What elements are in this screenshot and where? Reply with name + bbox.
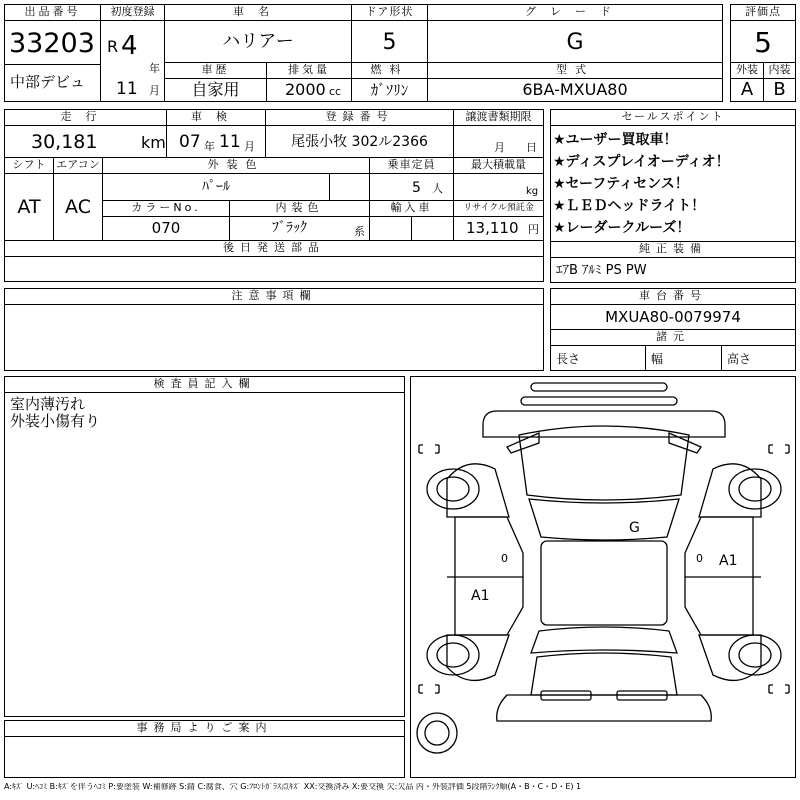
height-box xyxy=(721,345,796,371)
height-label: 高さ xyxy=(727,352,752,366)
exterior-grade: A xyxy=(740,79,754,100)
plate: 尾張小牧 302ル2366 xyxy=(291,134,428,150)
car-name: ハリアー xyxy=(222,31,294,52)
sales-point-5: ★レーダークルーズ！ xyxy=(553,220,691,236)
aircon-label: エアコン xyxy=(53,157,103,174)
fuel-box xyxy=(351,78,428,102)
car-outline-drawing xyxy=(411,377,796,778)
office-box xyxy=(4,736,405,778)
doors: 5 xyxy=(382,30,397,55)
recycle-unit: 円 xyxy=(528,223,539,236)
insp-month: 11 xyxy=(219,132,241,152)
color-no-box xyxy=(102,216,230,241)
chassis-label: 車台番号 xyxy=(550,288,796,305)
notes-box xyxy=(4,304,544,371)
shift-label: シフト xyxy=(4,157,54,174)
sales-points-box xyxy=(550,125,796,242)
model-box xyxy=(427,78,723,102)
month: 11 xyxy=(116,79,138,99)
displacement-unit: cc xyxy=(329,85,342,98)
inspector-line-1: 室内薄汚れ xyxy=(10,395,86,413)
inspector-box xyxy=(4,392,405,717)
car-name-box xyxy=(164,20,352,63)
color-no-label: カラーNo. xyxy=(102,200,230,217)
recycle-label: リサイクル預託金 xyxy=(453,200,544,217)
displacement: 2000 xyxy=(285,80,326,99)
damage-mark-a1-left: A1 xyxy=(471,588,490,604)
width-box xyxy=(645,345,722,371)
lot-no-box xyxy=(4,20,101,65)
color: ﾊﾟｰﾙ xyxy=(202,179,230,195)
first-reg-label: 初度登録 xyxy=(100,4,165,21)
transfer-day-unit: 日 xyxy=(526,141,537,154)
grade: G xyxy=(566,30,584,55)
later-parts-box xyxy=(4,256,544,282)
recycle: 13,110 xyxy=(466,219,519,237)
fuel-label: 燃料 xyxy=(351,62,428,79)
color-label: 外装色 xyxy=(102,157,370,174)
door-box xyxy=(351,20,428,63)
later-parts-label: 後日発送部品 xyxy=(4,240,544,257)
damage-mark-a1-right: A1 xyxy=(719,553,738,569)
load-label: 最大積載量 xyxy=(453,157,544,174)
shift-box xyxy=(4,173,54,241)
grade-box xyxy=(427,20,723,63)
lot-no-label: 出品番号 xyxy=(4,4,101,21)
interior-color-label: 内装色 xyxy=(229,200,370,217)
color-box xyxy=(102,173,330,201)
insp-month-unit: 月 xyxy=(244,140,255,153)
capacity-unit: 人 xyxy=(432,182,443,195)
sales-point-2: ★ディスプレイオーディオ！ xyxy=(553,154,730,170)
equipment-label: 純正装備 xyxy=(550,241,796,258)
import-box-1 xyxy=(369,216,412,241)
chassis-number: MXUA80-0079974 xyxy=(605,308,741,326)
venue-box xyxy=(4,64,101,102)
interior-grade-box xyxy=(763,78,796,102)
equipment: ｴｱB ｱﾙﾐ PS PW xyxy=(556,263,647,278)
mileage: 30,181 xyxy=(31,131,98,153)
length-box xyxy=(550,345,646,371)
load-box xyxy=(453,173,544,201)
capacity-label: 乗車定員 xyxy=(369,157,454,174)
score-box xyxy=(730,20,796,63)
sales-points-label: セールスポイント xyxy=(550,109,796,126)
era: R xyxy=(107,37,119,56)
history-label: 車歴 xyxy=(164,62,267,79)
displacement-label: 排気量 xyxy=(266,62,352,79)
mileage-box xyxy=(4,125,167,158)
grade-label: グレード xyxy=(427,4,723,21)
transfer-box xyxy=(453,125,544,158)
car-diagram xyxy=(410,376,796,778)
notes-label: 注意事項欄 xyxy=(4,288,544,305)
year-unit: 年 xyxy=(149,62,160,75)
aircon: AC xyxy=(65,196,91,218)
model-label: 型式 xyxy=(427,62,723,79)
exterior-grade-label: 外装 xyxy=(730,62,764,79)
sales-point-4: ★ＬＥＤヘッドライト！ xyxy=(553,198,706,214)
legend: A:ｷｽﾞ U:ﾍｺﾐ B:ｷｽﾞを伴うﾍｺﾐ P:要塗装 W:補修跡 S:錆 C:腐食、穴 G:ﾌﾛﾝﾄｶﾞﾗｽ点ｷｽﾞ XX:交換済み X:要交換 欠:欠品 内・外装評価 5段階ﾗﾝｸ順(A・B・C・D・E) 1 xyxy=(4,783,582,791)
sales-point-3: ★セーフティセンス！ xyxy=(553,176,689,192)
color-extra-box xyxy=(329,173,370,201)
office-label: 事務局よりご案内 xyxy=(4,720,405,737)
model: 6BA-MXUA80 xyxy=(522,80,628,99)
equipment-box xyxy=(550,257,796,283)
score-label: 評価点 xyxy=(730,4,796,21)
interior-color-box xyxy=(229,216,370,241)
damage-mark-0-right: 0 xyxy=(696,552,703,565)
import-box-2 xyxy=(411,216,454,241)
inspection-label: 車検 xyxy=(166,109,266,126)
score: 5 xyxy=(754,26,772,59)
import-label: 輸入車 xyxy=(369,200,454,217)
interior-color-unit: 系 xyxy=(354,225,365,238)
inspector-line-2: 外装小傷有り xyxy=(10,412,101,430)
history-box xyxy=(164,78,267,102)
insp-year-unit: 年 xyxy=(204,140,215,153)
sales-point-1: ★ユーザー買取車！ xyxy=(553,132,678,148)
chassis-box xyxy=(550,304,796,330)
inspector-label: 検査員記入欄 xyxy=(4,376,405,393)
transfer-month-unit: 月 xyxy=(494,141,505,154)
length-label: 長さ xyxy=(556,352,581,366)
mileage-label: 走行 xyxy=(4,109,167,126)
year: 4 xyxy=(121,31,138,61)
transfer-label: 譲渡書類期限 xyxy=(453,109,544,126)
door-label: ドア形状 xyxy=(351,4,428,21)
interior-grade: B xyxy=(773,79,786,100)
damage-mark-g: G xyxy=(629,520,640,536)
displacement-box xyxy=(266,78,352,102)
first-reg-box xyxy=(100,20,165,102)
mileage-unit: km xyxy=(141,133,166,152)
width-label: 幅 xyxy=(651,352,664,366)
capacity: 5 xyxy=(412,180,421,196)
capacity-box xyxy=(369,173,454,201)
month-unit: 月 xyxy=(149,84,160,97)
exterior-grade-box xyxy=(730,78,764,102)
history: 自家用 xyxy=(191,80,240,99)
inspection-box xyxy=(166,125,266,158)
plate-label: 登録番号 xyxy=(265,109,454,126)
venue: 中部デビュ xyxy=(10,73,86,91)
car-name-label: 車名 xyxy=(164,4,352,21)
fuel: ｶﾞｿﾘﾝ xyxy=(370,81,409,99)
aircon-box xyxy=(53,173,103,241)
color-no: 070 xyxy=(151,219,181,237)
insp-year: 07 xyxy=(179,132,201,152)
recycle-box xyxy=(453,216,544,241)
load-unit: kg xyxy=(526,186,539,197)
interior-color: ﾌﾞﾗｯｸ xyxy=(272,220,307,236)
interior-grade-label: 内装 xyxy=(763,62,796,79)
damage-mark-0-left: 0 xyxy=(501,552,508,565)
lot-no: 33203 xyxy=(9,28,95,59)
plate-box xyxy=(265,125,454,158)
shift: AT xyxy=(17,196,41,218)
dims-label: 諸元 xyxy=(550,329,796,346)
